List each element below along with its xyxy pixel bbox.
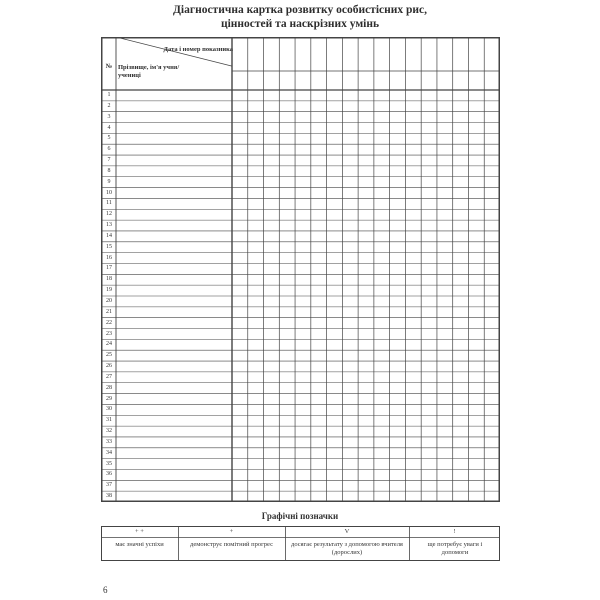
row-number: 38 <box>106 493 112 500</box>
row-number: 22 <box>106 319 112 326</box>
row-number: 7 <box>107 157 111 164</box>
legend-desc-great-success: має значні успіхи <box>115 541 164 548</box>
table-border <box>102 38 500 502</box>
legend-title: Графічні позначки <box>261 511 339 521</box>
row-number: 14 <box>106 232 112 239</box>
row-number: 5 <box>107 135 111 142</box>
legend-symbol-with-help: V <box>344 528 350 535</box>
row-number: 18 <box>106 276 112 283</box>
student-name-header: Прізвище, ім'я учня/учениці <box>118 64 180 79</box>
row-number: 28 <box>106 384 112 391</box>
page-title-line-2: цінностей та наскрізних умінь <box>220 18 380 30</box>
row-number: 20 <box>106 298 112 304</box>
row-number: 26 <box>106 363 112 370</box>
row-number: 17 <box>106 265 112 272</box>
row-number: 6 <box>107 146 111 153</box>
row-number: 30 <box>106 406 112 413</box>
row-number: 3 <box>107 113 111 120</box>
row-number: 27 <box>106 373 112 380</box>
row-number: 11 <box>106 200 112 207</box>
row-number: 32 <box>106 428 112 435</box>
row-number: 2 <box>107 102 111 109</box>
row-number: 8 <box>107 167 111 174</box>
row-number: 37 <box>106 482 112 489</box>
row-number: 24 <box>106 341 112 348</box>
row-number: 35 <box>106 460 112 467</box>
row-number: 9 <box>107 178 111 185</box>
row-number: 12 <box>106 211 112 218</box>
row-number: 10 <box>106 189 112 196</box>
row-number: 33 <box>106 438 112 445</box>
legend-desc-needs-attention: ще потребує уваги і допомоги <box>427 541 483 556</box>
row-number: 34 <box>106 449 112 456</box>
legend-symbol-great-success: + + <box>135 528 144 535</box>
date-indicator-header: Дата і номер показника <box>163 46 233 53</box>
row-number: 4 <box>107 124 111 131</box>
row-number: 23 <box>106 330 112 337</box>
row-number: 25 <box>106 352 112 359</box>
row-number: 15 <box>106 243 112 250</box>
legend-desc-progress: демонструє помітний прогрес <box>190 541 273 548</box>
page-title-line-1: Діагностична картка розвитку особистісних рис, <box>173 4 427 16</box>
row-number: 19 <box>106 287 112 294</box>
row-number: 21 <box>106 308 112 315</box>
table-grid <box>101 37 500 502</box>
row-number: 1 <box>107 92 111 98</box>
row-number: 36 <box>106 471 112 478</box>
number-column-header: № <box>105 63 113 70</box>
row-number: 13 <box>106 222 112 229</box>
row-number: 16 <box>106 254 112 261</box>
row-number: 31 <box>106 417 112 424</box>
diagnostic-table <box>101 37 500 502</box>
page-number: 6 <box>103 585 108 595</box>
row-number: 29 <box>106 395 112 402</box>
legend-desc-with-help: досягає результату з допомогою вчителя (дорослих) <box>291 541 403 556</box>
legend-symbol-progress: + <box>229 528 234 535</box>
legend-symbol-needs-attention: ! <box>453 528 456 535</box>
